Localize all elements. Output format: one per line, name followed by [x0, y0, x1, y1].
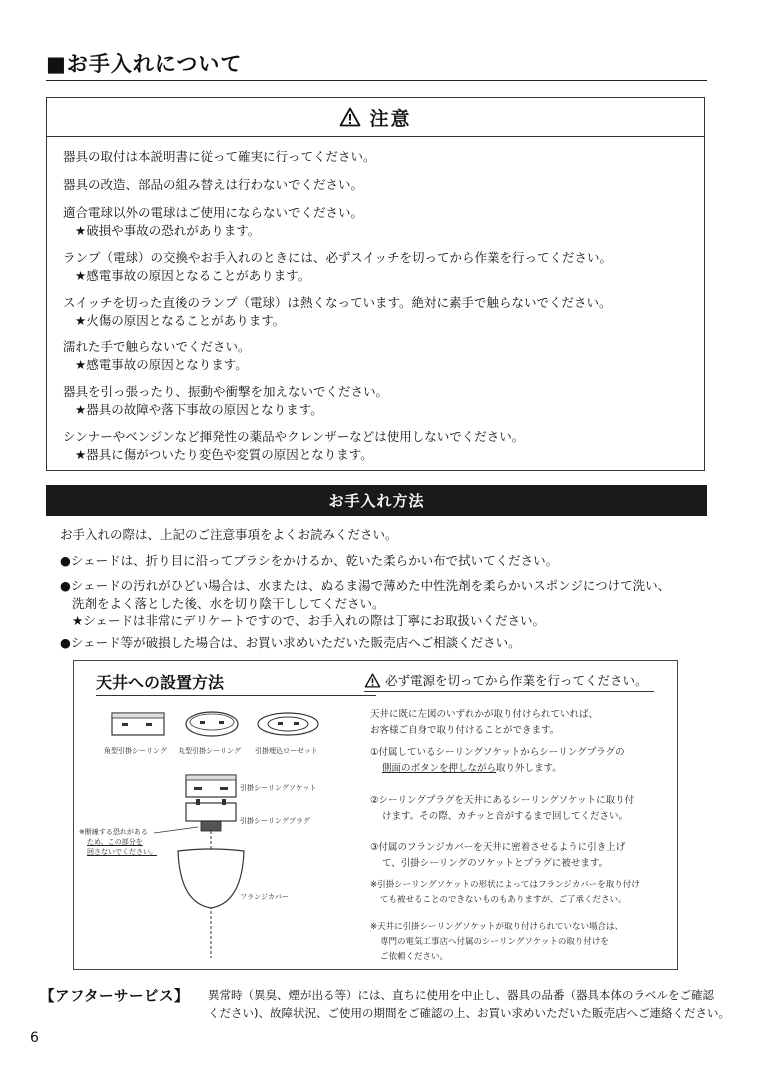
- caution-item: [63, 428, 683, 464]
- ceiling-socket-icon: [186, 775, 236, 797]
- label-plug: 引掛シーリングプラグ: [240, 817, 310, 825]
- caution-item: [63, 176, 683, 194]
- after-service-text: ください)、故障状況、ご使用の期間をご確認の上、お買い求めいただいた販売店へご連絡ください。: [208, 1006, 730, 1020]
- caution-text: ランプ（電球）の交換やお手入れのときには、必ずスイッチを切ってから作業を行ってください。: [63, 250, 613, 265]
- round-ceiling-icon: [186, 712, 238, 736]
- flange-cover-icon: [178, 849, 244, 908]
- install-title-rule: [96, 695, 376, 696]
- install-step-3: ③付属のフランジカバーを天井に密着させるように引き上げ て、引掛シーリングのソケットとプラグに被せます。: [370, 842, 626, 869]
- caution-text: シンナーやベンジンなど揮発性の薬品やクレンザーなどは使用しないでください。: [63, 429, 525, 444]
- caution-reason: ★火傷の原因となることがあります。: [75, 313, 286, 328]
- maintenance-bullet-note: ★シェードは非常にデリケートですので、お手入れの際は丁寧にお取扱いください。: [72, 613, 545, 628]
- install-title: 天井への設置方法: [96, 673, 225, 692]
- caution-item: [63, 204, 683, 240]
- caution-reason: ★器具に傷がついたり変色や変質の原因となります。: [75, 447, 373, 462]
- caution-reason: ★器具の故障や落下事故の原因となります。: [75, 402, 323, 417]
- label-socket: 引掛シーリングソケット: [240, 784, 317, 792]
- label-round-ceiling: 丸型引掛シーリング: [178, 747, 241, 755]
- caution-text: 器具を引っ張ったり、振動や衝撃を加えないでください。: [63, 384, 389, 399]
- section-divider: [46, 80, 707, 81]
- maintenance-bullet: ●シェードの汚れがひどい場合は、水または、ぬるま湯で薄めた中性洗剤を柔らかいスポンジにつけて洗い、: [60, 578, 671, 593]
- install-intro: 天井に既に左図のいずれかが取り付けられていれば、 お客様ご自身で取り付けることができます。: [370, 709, 599, 736]
- caution-item: [63, 383, 683, 419]
- warning-triangle-icon: [339, 107, 361, 127]
- caution-reason: ★破損や事故の恐れがあります。: [75, 223, 261, 238]
- maintenance-bullet: ●シェード等が破損した場合は、お買い求めいただいた販売店へご相談ください。: [60, 635, 521, 650]
- install-warning-text: 必ず電源を切ってから作業を行ってください。: [385, 673, 648, 688]
- install-step-2: ②シーリングプラグを天井にあるシーリングソケットに取り付 けます。その際、カチッと音がするまで回してください。: [370, 795, 635, 822]
- install-step-1: ①付属しているシーリングソケットからシーリングプラグの 側面のボタンを押しながら取り外します。: [370, 747, 625, 774]
- section-title: ■お手入れについて: [46, 52, 243, 76]
- caution-text: 器具の改造、部品の組み替えは行わないでください。: [63, 177, 364, 192]
- after-service-label: 【アフターサービス】: [40, 989, 189, 1005]
- caution-box: [46, 97, 705, 471]
- caution-note: ※断線する恐れがある ため、この部分を 回さないでください。: [79, 828, 157, 856]
- maintenance-title-bar: お手入れ方法: [46, 485, 707, 516]
- label-square-ceiling: 角型引掛シーリング: [104, 747, 167, 755]
- caution-item: [63, 148, 683, 166]
- after-service-text: 異常時（異臭、煙が出る等）には、直ちに使用を中止し、器具の品番（器具本体のラベルをご確認: [208, 988, 714, 1002]
- install-note-1: ※引掛シーリングソケットの形状によってはフランジカバーを取り付け ても被せることのできないものもありますが、ご了承ください。: [370, 880, 640, 905]
- install-warning-rule: [364, 691, 654, 692]
- caution-item: [63, 338, 683, 374]
- square-ceiling-icon: [112, 713, 164, 735]
- caution-reason: ★感電事故の原因となることがあります。: [75, 268, 311, 283]
- page-number: 6: [30, 1030, 39, 1046]
- caution-title: 注意: [369, 107, 412, 130]
- caution-text: 適合電球以外の電球はご使用にならないでください。: [63, 205, 364, 220]
- install-note-2: ※天井に引掛シーリングソケットが取り付けられていない場合は、 専門の電気工事店へ付属のシーリングソケットの取り付けを ご依頼ください。: [370, 922, 623, 962]
- caution-item: [63, 249, 683, 285]
- rosette-icon: [258, 713, 318, 735]
- label-flange-cover: フランジカバー: [240, 893, 289, 901]
- maintenance-intro: お手入れの際は、上記のご注意事項をよくお読みください。: [60, 527, 398, 542]
- label-rosette: 引掛埋込ローゼット: [255, 747, 318, 755]
- ceiling-plug-icon: [186, 799, 236, 831]
- caution-text: 濡れた手で触らないでください。: [63, 339, 251, 354]
- caution-text: 器具の取付は本説明書に従って確実に行ってください。: [63, 149, 376, 164]
- maintenance-bullet-cont: 洗剤をよく落とした後、水を切り陰干ししてください。: [72, 596, 385, 611]
- warning-triangle-icon: [364, 673, 381, 688]
- caution-text: スイッチを切った直後のランプ（電球）は熱くなっています。絶対に素手で触らないでください。: [63, 295, 612, 310]
- maintenance-bullet: ●シェードは、折り目に沿ってブラシをかけるか、乾いた柔らかい布で拭いてください。: [60, 553, 559, 568]
- install-box: [73, 660, 678, 970]
- caution-header: [47, 98, 704, 137]
- caution-item: [63, 294, 683, 330]
- install-warning: [364, 671, 648, 689]
- caution-reason: ★感電事故の原因となります。: [75, 357, 248, 372]
